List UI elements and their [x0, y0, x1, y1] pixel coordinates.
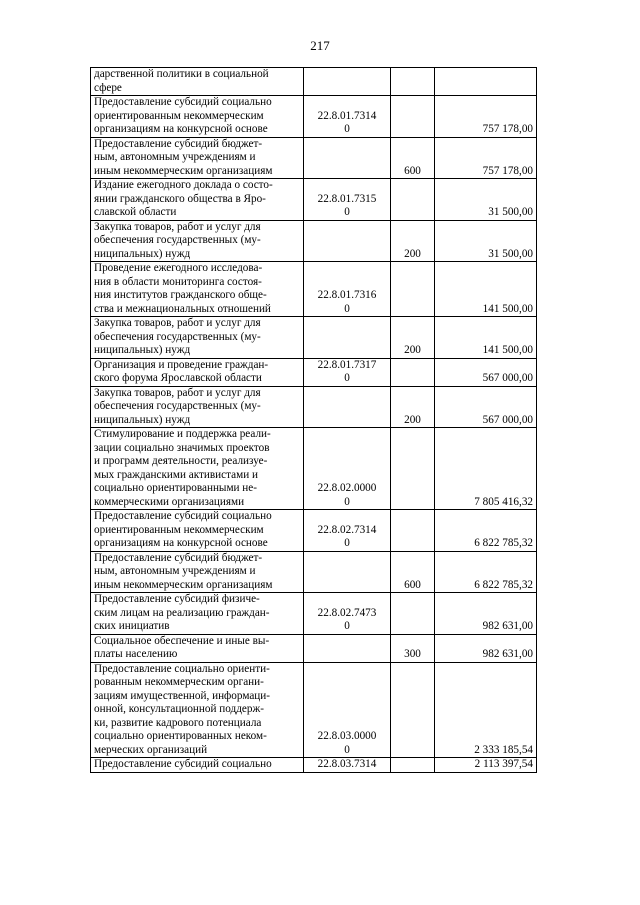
- target-code-line: [307, 151, 387, 165]
- target-code-line: 22.8.01.7314: [317, 109, 377, 122]
- item-name-line: ным, автономным учреждениям и: [94, 565, 256, 577]
- table-row: [91, 262, 601, 317]
- expense-kind-cell: [391, 510, 435, 552]
- item-name-line: ки, развитие кадрового потенциала: [94, 716, 262, 729]
- amount-cell: 31 500,00: [435, 220, 537, 262]
- expense-kind-cell: [391, 96, 435, 138]
- item-name-line: ориентированным некоммерческим: [94, 523, 264, 536]
- table-row: [91, 220, 601, 262]
- expense-kind-cell: 200: [391, 317, 435, 359]
- item-name-cell: [91, 662, 304, 758]
- item-name-line: Социальное обеспечение и иные вы-: [94, 634, 270, 647]
- item-name-line: мых гражданскими активистами и: [94, 468, 258, 481]
- item-name-cell: [91, 317, 304, 359]
- target-code-cell: [304, 179, 391, 221]
- table-row: [91, 758, 601, 773]
- target-code-line: [307, 344, 387, 358]
- target-code-line: 22.8.03.0000: [317, 730, 377, 742]
- item-name-cell: [91, 386, 304, 428]
- target-code-line: 0: [344, 206, 350, 218]
- table-row: [91, 317, 601, 359]
- item-name-line: ниципальных) нужд: [94, 344, 191, 356]
- expense-kind-cell: 200: [391, 386, 435, 428]
- item-name-cell: [91, 137, 304, 179]
- table-row: [91, 179, 601, 221]
- table-row: [91, 68, 601, 96]
- target-code-line: [307, 165, 387, 179]
- target-code-line: 0: [344, 302, 350, 315]
- item-name-cell: [91, 262, 304, 317]
- item-name-line: Стимулирование и поддержка реали-: [94, 428, 271, 440]
- item-name-line: зациям имущественной, информаци-: [94, 689, 270, 702]
- item-name-cell: [91, 68, 304, 96]
- expense-kind-cell: [391, 662, 435, 758]
- item-name-line: сфере: [94, 81, 122, 94]
- target-code-cell: [304, 220, 391, 262]
- amount-cell: 982 631,00: [435, 634, 537, 662]
- target-code-line: 0: [344, 620, 350, 632]
- target-code-cell: [304, 358, 391, 386]
- target-code-cell: [304, 551, 391, 593]
- item-name-line: Организация и проведение граждан-: [94, 358, 269, 371]
- target-code-cell: [304, 262, 391, 317]
- target-code-line: 0: [344, 495, 350, 508]
- table-row: [91, 386, 601, 428]
- item-name-line: организациям на конкурсной основе: [94, 123, 268, 135]
- target-code-line: [307, 68, 387, 82]
- amount-cell: 141 500,00: [435, 262, 537, 317]
- target-code-cell: [304, 317, 391, 359]
- item-name-cell: [91, 510, 304, 552]
- target-code-cell: [304, 386, 391, 428]
- table-row: [91, 428, 601, 510]
- item-name-line: Закупка товаров, работ и услуг для: [94, 317, 261, 329]
- expense-kind-cell: [391, 358, 435, 386]
- expense-kind-cell: 300: [391, 634, 435, 662]
- target-code-line: [307, 331, 387, 345]
- item-name-cell: [91, 179, 304, 221]
- table-row: [91, 551, 601, 593]
- item-name-line: ния в области мониторинга состоя-: [94, 275, 262, 288]
- item-name-line: ниципальных) нужд: [94, 247, 191, 260]
- target-code-line: 0: [344, 537, 350, 549]
- table-row: [91, 634, 601, 662]
- item-name-line: мерческих организаций: [94, 743, 208, 756]
- target-code-line: [307, 400, 387, 414]
- target-code-cell: [304, 662, 391, 758]
- amount-cell: 7 805 416,32: [435, 428, 537, 510]
- item-name-line: рованным некоммерческим органи-: [94, 676, 264, 688]
- item-name-line: Предоставление субсидий бюджет-: [94, 137, 263, 150]
- table-row: [91, 593, 601, 635]
- item-name-line: ским лицам на реализацию граждан-: [94, 606, 270, 619]
- target-code-line: [307, 234, 387, 248]
- item-name-cell: [91, 593, 304, 635]
- item-name-line: иным некоммерческим организациям: [94, 578, 273, 591]
- target-code-cell: [304, 510, 391, 552]
- item-name-line: иным некоммерческим организациям: [94, 164, 273, 177]
- target-code-cell: [304, 758, 391, 773]
- item-name-line: платы населению: [94, 648, 178, 660]
- amount-cell: 567 000,00: [435, 358, 537, 386]
- target-code-cell: [304, 68, 391, 96]
- amount-cell: 6 822 785,32: [435, 551, 537, 593]
- target-code-line: 22.8.01.7315: [317, 192, 377, 205]
- target-code-line: [307, 648, 387, 662]
- target-code-cell: [304, 137, 391, 179]
- item-name-line: обеспечения государственных (му-: [94, 400, 261, 412]
- item-name-cell: [91, 96, 304, 138]
- amount-cell: 141 500,00: [435, 317, 537, 359]
- item-name-line: ских инициатив: [94, 620, 170, 632]
- item-name-line: славской области: [94, 206, 177, 218]
- target-code-cell: [304, 593, 391, 635]
- item-name-cell: [91, 551, 304, 593]
- item-name-cell: [91, 220, 304, 262]
- item-name-line: Предоставление субсидий физиче-: [94, 593, 260, 605]
- target-code-line: [307, 248, 387, 262]
- amount-cell: 982 631,00: [435, 593, 537, 635]
- item-name-line: Предоставление субсидий социально: [94, 758, 272, 770]
- budget-table: [90, 67, 601, 773]
- table-row: [91, 137, 601, 179]
- target-code-cell: [304, 96, 391, 138]
- target-code-line: [307, 414, 387, 428]
- target-code-line: 22.8.03.7314: [317, 758, 377, 770]
- item-name-line: Закупка товаров, работ и услуг для: [94, 386, 261, 399]
- target-code-line: 22.8.02.7473: [317, 606, 377, 619]
- table-row: [91, 510, 601, 552]
- item-name-line: Предоставление субсидий социально: [94, 96, 272, 108]
- item-name-line: и программ деятельности, реализуе-: [94, 455, 268, 467]
- item-name-line: ния институтов гражданского обще-: [94, 289, 267, 301]
- expense-kind-cell: 600: [391, 551, 435, 593]
- budget-table-body: [91, 68, 601, 773]
- target-code-line: [307, 82, 387, 96]
- target-code-line: 0: [344, 743, 350, 756]
- item-name-line: ства и межнациональных отношений: [94, 302, 271, 315]
- amount-cell: 757 178,00: [435, 137, 537, 179]
- expense-kind-cell: [391, 68, 435, 96]
- item-name-line: ным, автономным учреждениям и: [94, 151, 256, 163]
- table-row: [91, 358, 601, 386]
- item-name-line: Предоставление социально ориенти-: [94, 662, 270, 675]
- item-name-cell: [91, 428, 304, 510]
- item-name-line: янии гражданского общества в Яро-: [94, 192, 266, 205]
- expense-kind-cell: [391, 593, 435, 635]
- amount-cell: 2 113 397,54: [435, 758, 537, 773]
- expense-kind-cell: [391, 758, 435, 773]
- expense-kind-cell: 200: [391, 220, 435, 262]
- expense-kind-cell: [391, 428, 435, 510]
- amount-cell: [435, 68, 537, 96]
- item-name-line: обеспечения государственных (му-: [94, 330, 261, 343]
- item-name-cell: [91, 634, 304, 662]
- target-code-line: [307, 579, 387, 593]
- target-code-line: [307, 635, 387, 649]
- item-name-cell: [91, 758, 304, 773]
- item-name-line: Проведение ежегодного исследова-: [94, 262, 263, 274]
- amount-cell: 567 000,00: [435, 386, 537, 428]
- target-code-line: 0: [344, 372, 350, 384]
- item-name-line: Закупка товаров, работ и услуг для: [94, 220, 261, 233]
- target-code-line: 22.8.02.7314: [317, 523, 377, 536]
- target-code-line: 22.8.02.0000: [317, 482, 377, 494]
- item-name-line: организациям на конкурсной основе: [94, 537, 268, 549]
- amount-cell: 2 333 185,54: [435, 662, 537, 758]
- target-code-line: [307, 565, 387, 579]
- expense-kind-cell: 600: [391, 137, 435, 179]
- amount-cell: 31 500,00: [435, 179, 537, 221]
- amount-cell: 757 178,00: [435, 96, 537, 138]
- target-code-cell: [304, 634, 391, 662]
- item-name-line: социально ориентированных неком-: [94, 730, 267, 742]
- item-name-line: ниципальных) нужд: [94, 413, 191, 426]
- page-number: 217: [310, 38, 330, 53]
- item-name-line: ского форума Ярославской области: [94, 372, 262, 384]
- item-name-line: Издание ежегодного доклада о состо-: [94, 179, 273, 191]
- item-name-line: социально ориентированными не-: [94, 482, 257, 494]
- item-name-cell: [91, 358, 304, 386]
- expense-kind-cell: [391, 262, 435, 317]
- item-name-line: онной, консультационной поддерж-: [94, 703, 264, 715]
- target-code-line: 0: [344, 123, 350, 135]
- amount-cell: 6 822 785,32: [435, 510, 537, 552]
- item-name-line: Предоставление субсидий бюджет-: [94, 551, 263, 564]
- item-name-line: ориентированным некоммерческим: [94, 109, 264, 122]
- expense-kind-cell: [391, 179, 435, 221]
- table-row: [91, 662, 601, 758]
- item-name-line: коммерческими организациями: [94, 495, 245, 508]
- item-name-line: зации социально значимых проектов: [94, 441, 270, 454]
- item-name-line: обеспечения государственных (му-: [94, 234, 261, 246]
- target-code-line: 22.8.01.7316: [317, 289, 377, 301]
- item-name-line: Предоставление субсидий социально: [94, 510, 272, 522]
- table-row: [91, 96, 601, 138]
- item-name-line: дарственной политики в социальной: [94, 68, 269, 80]
- target-code-line: 22.8.01.7317: [317, 358, 377, 371]
- target-code-cell: [304, 428, 391, 510]
